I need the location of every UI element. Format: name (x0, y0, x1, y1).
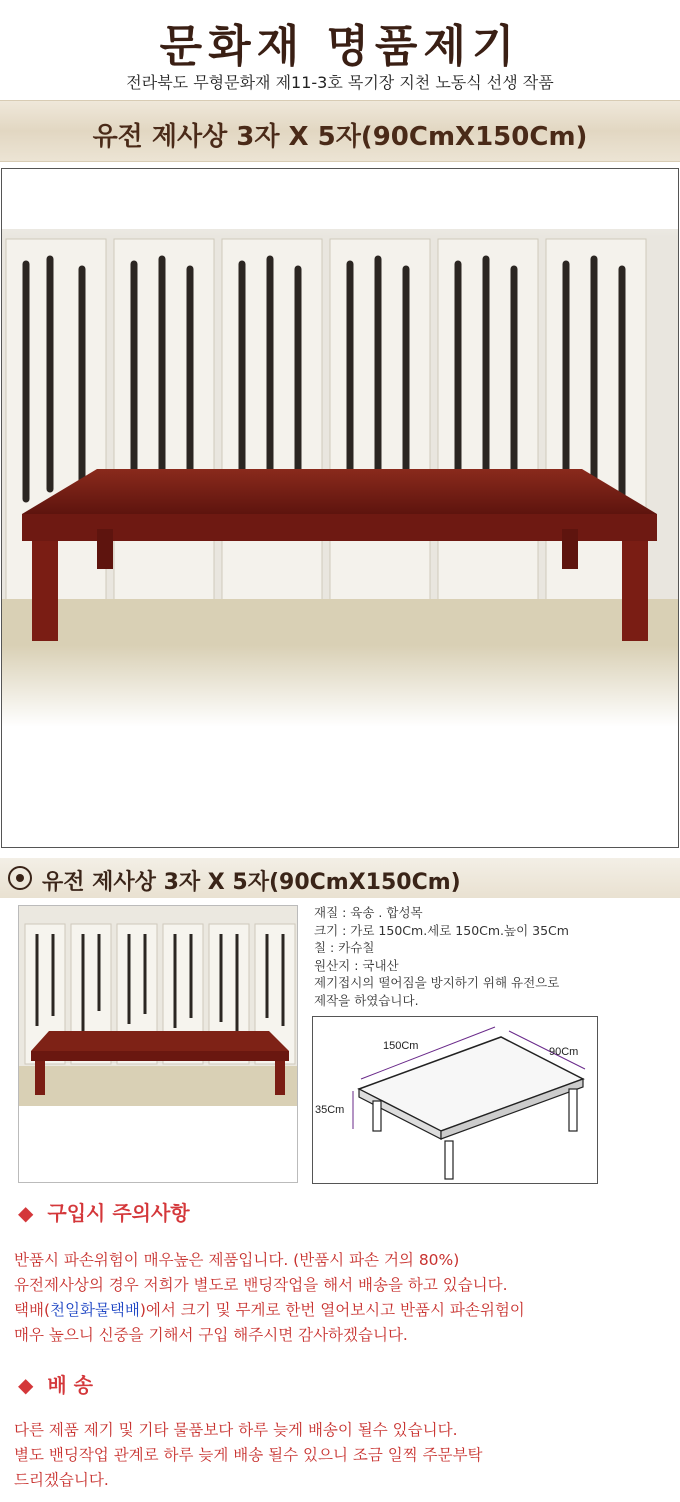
diamond-icon: ◆ (18, 1201, 34, 1225)
shipping-heading (18, 1369, 93, 1398)
width-label: 90Cm (549, 1046, 579, 1058)
courier-link[interactable]: 천일화물택배 (50, 1301, 140, 1319)
notice-line-2: 유전제사상의 경우 저희가 별도로 밴딩작업을 해서 배송을 하고 있습니다. (14, 1276, 508, 1294)
notice-text (14, 1248, 525, 1348)
shipping-line-1: 다른 제품 제기 및 기타 물품보다 하루 늦게 배송이 될수 있습니다. (14, 1421, 458, 1439)
notice-heading (18, 1197, 190, 1226)
circle-bullet-icon (8, 866, 32, 890)
artisan-subtitle: 전라북도 무형문화재 제11-3호 목기장 지천 노동식 선생 작품 (126, 73, 554, 92)
shipping-line-2: 별도 밴딩작업 관계로 하루 늦게 배송 될수 있으니 조금 일찍 주문부탁 (14, 1446, 483, 1464)
spec-list (314, 904, 674, 1009)
spec-finish: 칠 : 카슈칠 (314, 940, 375, 955)
height-label: 35Cm (315, 1104, 345, 1116)
spec-note-2: 제작을 하였습니다. (314, 992, 419, 1008)
spec-note-1: 제기접시의 떨어짐을 방지하기 위해 유전으로 (314, 975, 560, 990)
notice-line-4: 매우 높으니 신중을 기해서 구입 해주시면 감사하겠습니다. (14, 1326, 408, 1344)
notice-line-3-pre: 택배( (14, 1301, 50, 1319)
shipping-text (14, 1418, 483, 1493)
spec-origin: 원산지 : 국내산 (314, 957, 399, 973)
product-thumbnail (18, 905, 298, 1183)
shipping-title: 배 송 (47, 1373, 93, 1397)
spec-material: 재질 : 육송 . 합성목 (314, 905, 423, 920)
thumbnail-illustration (19, 906, 298, 1183)
notice-line-3 (14, 1298, 525, 1323)
shipping-line-3: 드리겠습니다. (14, 1471, 109, 1489)
product-photo (1, 168, 679, 848)
brand-title: 문화재 명품제기 (159, 21, 521, 72)
dimension-diagram (312, 1016, 598, 1184)
product-title: 유전 제사상 3자 X 5자(90CmX150Cm) (92, 122, 588, 152)
section-header (0, 858, 680, 898)
notice-line-1: 반품시 파손위험이 매우높은 제품입니다. (반품시 파손 거의 80%) (14, 1251, 460, 1269)
product-title-band (0, 100, 680, 162)
table-photo-illustration (2, 169, 679, 848)
notice-line-3-post: )에서 크기 및 무게로 한번 열어보시고 반품시 파손위험이 (139, 1301, 525, 1319)
diamond-icon: ◆ (18, 1373, 34, 1397)
spec-size: 크기 : 가로 150Cm.세로 150Cm.높이 35Cm (314, 922, 569, 938)
section-title: 유전 제사상 3자 X 5자(90CmX150Cm) (42, 870, 461, 895)
length-label: 150Cm (383, 1040, 419, 1052)
table-dimension-drawing (313, 1017, 597, 1183)
notice-title: 구입시 주의사항 (47, 1201, 190, 1225)
